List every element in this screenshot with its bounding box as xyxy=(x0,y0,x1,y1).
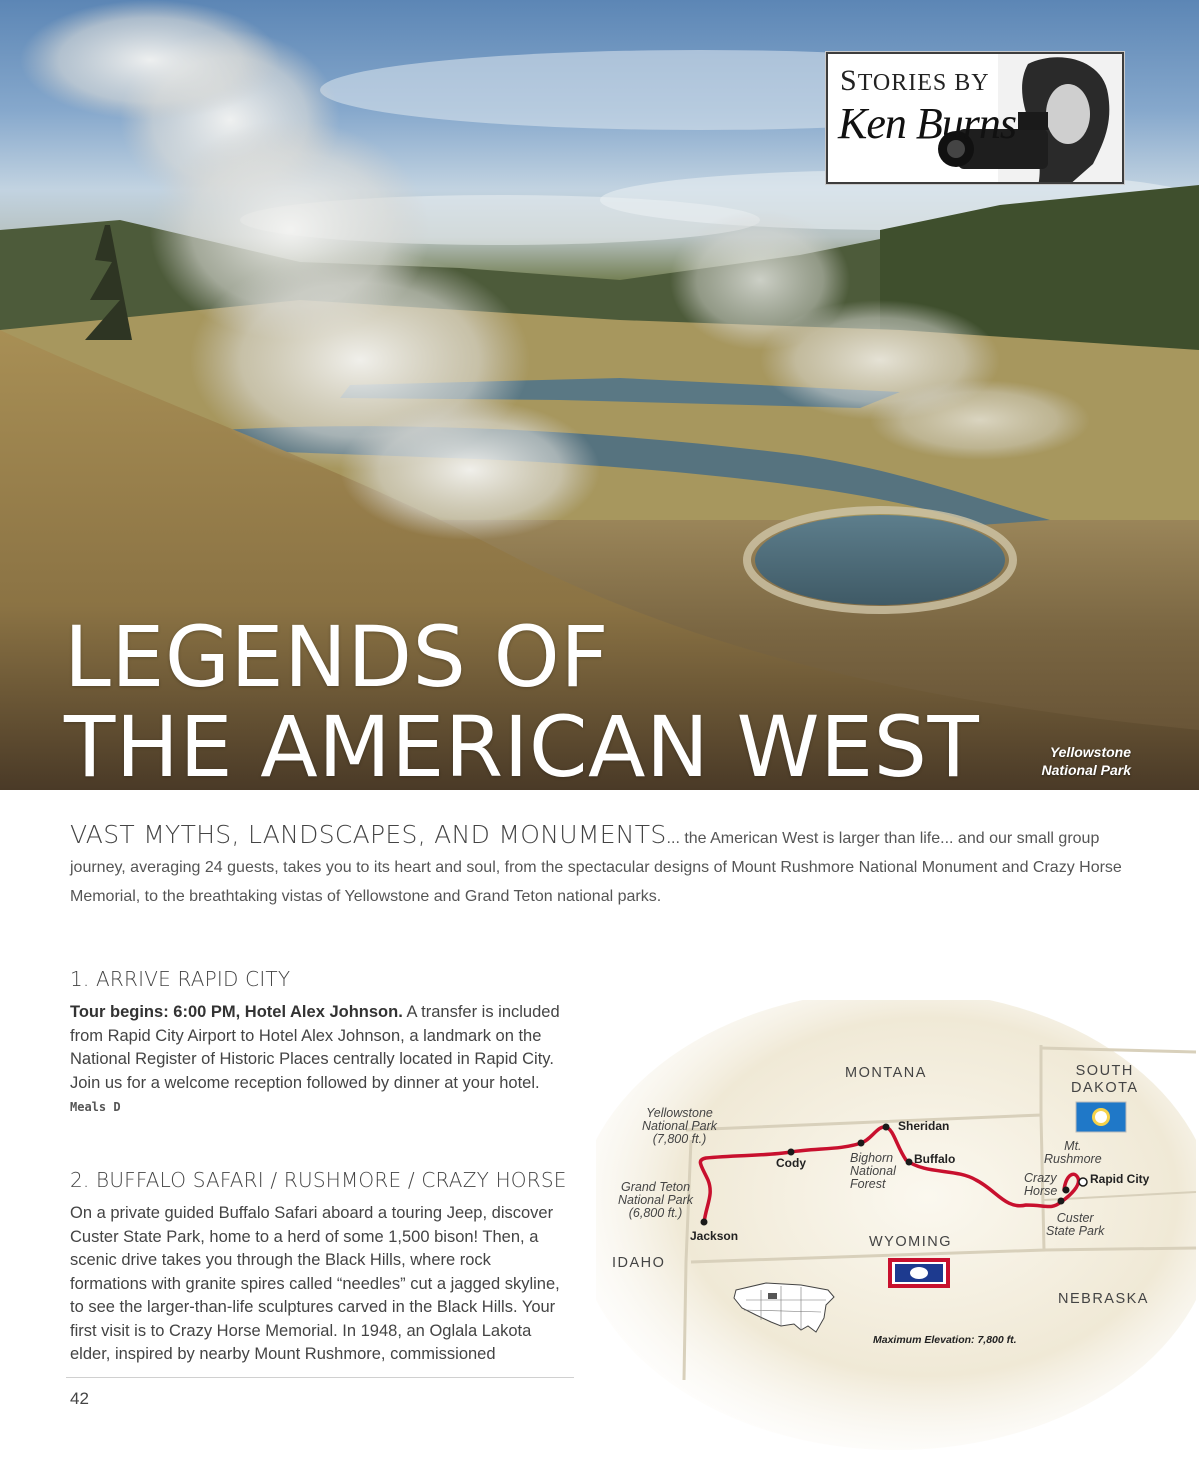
stories-by-ken-burns-badge xyxy=(826,52,1124,184)
place-line: Grand Teton xyxy=(621,1180,691,1194)
city-label-sheridan: Sheridan xyxy=(898,1119,950,1133)
day-description xyxy=(70,1001,570,1120)
photo-caption xyxy=(1042,743,1131,779)
place-line: Forest xyxy=(850,1177,886,1191)
meals-label: Meals D xyxy=(70,1100,121,1114)
place-line: Crazy xyxy=(1024,1171,1057,1185)
day-text: A transfer is included from Rapid City Airport to Hotel Alex Johnson, a landmark on the National Register of Historic Places centrally located in Rapid City. Join us for a welcome reception followed by dinner at your hotel. xyxy=(70,1003,560,1092)
place-label-custer-state-park xyxy=(1046,1212,1104,1238)
itinerary-day-2 xyxy=(70,1168,570,1367)
page-title xyxy=(64,608,980,790)
place-label-grand-teton xyxy=(618,1181,693,1220)
place-line: Custer xyxy=(1056,1211,1094,1225)
badge-stories-by: STORIES BY xyxy=(840,64,990,97)
city-label-rapid-city: Rapid City xyxy=(1090,1172,1150,1186)
badge-author-name: Ken Burns xyxy=(838,99,1016,148)
route-map xyxy=(596,1000,1196,1460)
state-label-south-dakota xyxy=(1071,1063,1139,1097)
place-line: National Park xyxy=(642,1119,718,1133)
state-label-line: DAKOTA xyxy=(1071,1080,1139,1096)
place-label-mt-rushmore xyxy=(1044,1140,1102,1166)
place-line: Mt. xyxy=(1064,1139,1082,1153)
place-line: National Park xyxy=(618,1193,694,1207)
state-label-wyoming: WYOMING xyxy=(869,1234,952,1250)
title-line-1: LEGENDS OF xyxy=(64,608,610,706)
state-label-montana: MONTANA xyxy=(845,1065,927,1081)
place-line: (6,800 ft.) xyxy=(628,1206,683,1220)
place-label-crazy-horse xyxy=(1024,1172,1057,1198)
title-line-2: THE AMERICAN WEST xyxy=(64,698,980,790)
intro-body: ... the American West is larger than life... and our small group journey, averaging 24 guests, takes you to its heart and soul, from the spectacular designs of Mount Rushmore National Monument and Crazy Horse Memorial, to the breathtaking vistas of Yellowstone and Grand Teton national parks. xyxy=(70,830,1122,905)
place-line: Bighorn xyxy=(850,1151,894,1165)
city-label-buffalo: Buffalo xyxy=(914,1152,956,1166)
day-description: On a private guided Buffalo Safari aboard a touring Jeep, discover Custer State Park, home to a herd of some 1,500 bison! Then, a scenic drive takes you through the Black Hills, where rock formations with granite spires called “needles” cut a jagged skyline, to see the larger-than-life sculptures carved in the Black Hills. Your first visit is to Crazy Horse Memorial. In 1948, an Oglala Lakota elder, inspired by nearby Mount Rushmore, commissioned xyxy=(70,1204,560,1363)
page-number: 42 xyxy=(70,1389,89,1408)
caption-line-1: Yellowstone xyxy=(1049,744,1131,760)
place-label-yellowstone xyxy=(642,1107,717,1146)
city-label-cody: Cody xyxy=(776,1156,806,1170)
footer-rule xyxy=(66,1377,574,1378)
place-label-bighorn xyxy=(850,1152,896,1191)
state-label-nebraska: NEBRASKA xyxy=(1058,1291,1149,1307)
place-line: Rushmore xyxy=(1044,1152,1102,1166)
state-label-idaho: IDAHO xyxy=(612,1255,666,1271)
day-heading: 1. ARRIVE RAPID CITY xyxy=(70,967,291,991)
place-line: Horse xyxy=(1024,1184,1058,1198)
day-heading: 2. BUFFALO SAFARI / RUSHMORE / CRAZY HORSE xyxy=(70,1168,567,1192)
caption-line-2: National Park xyxy=(1041,762,1131,778)
day-highlight: Tour begins: 6:00 PM, Hotel Alex Johnson. xyxy=(70,1003,403,1021)
place-line: Yellowstone xyxy=(646,1106,713,1120)
place-line: (7,800 ft.) xyxy=(652,1132,707,1146)
itinerary-day-1 xyxy=(70,967,570,1120)
state-label-line: SOUTH xyxy=(1075,1063,1134,1079)
max-elevation-note: Maximum Elevation: 7,800 ft. xyxy=(873,1334,1017,1346)
intro-lead: VAST MYTHS, LANDSCAPES, AND MONUMENTS xyxy=(70,820,667,849)
intro-paragraph xyxy=(70,820,1132,911)
place-line: State Park xyxy=(1046,1224,1105,1238)
place-line: National xyxy=(850,1164,896,1178)
city-label-jackson: Jackson xyxy=(690,1229,739,1243)
